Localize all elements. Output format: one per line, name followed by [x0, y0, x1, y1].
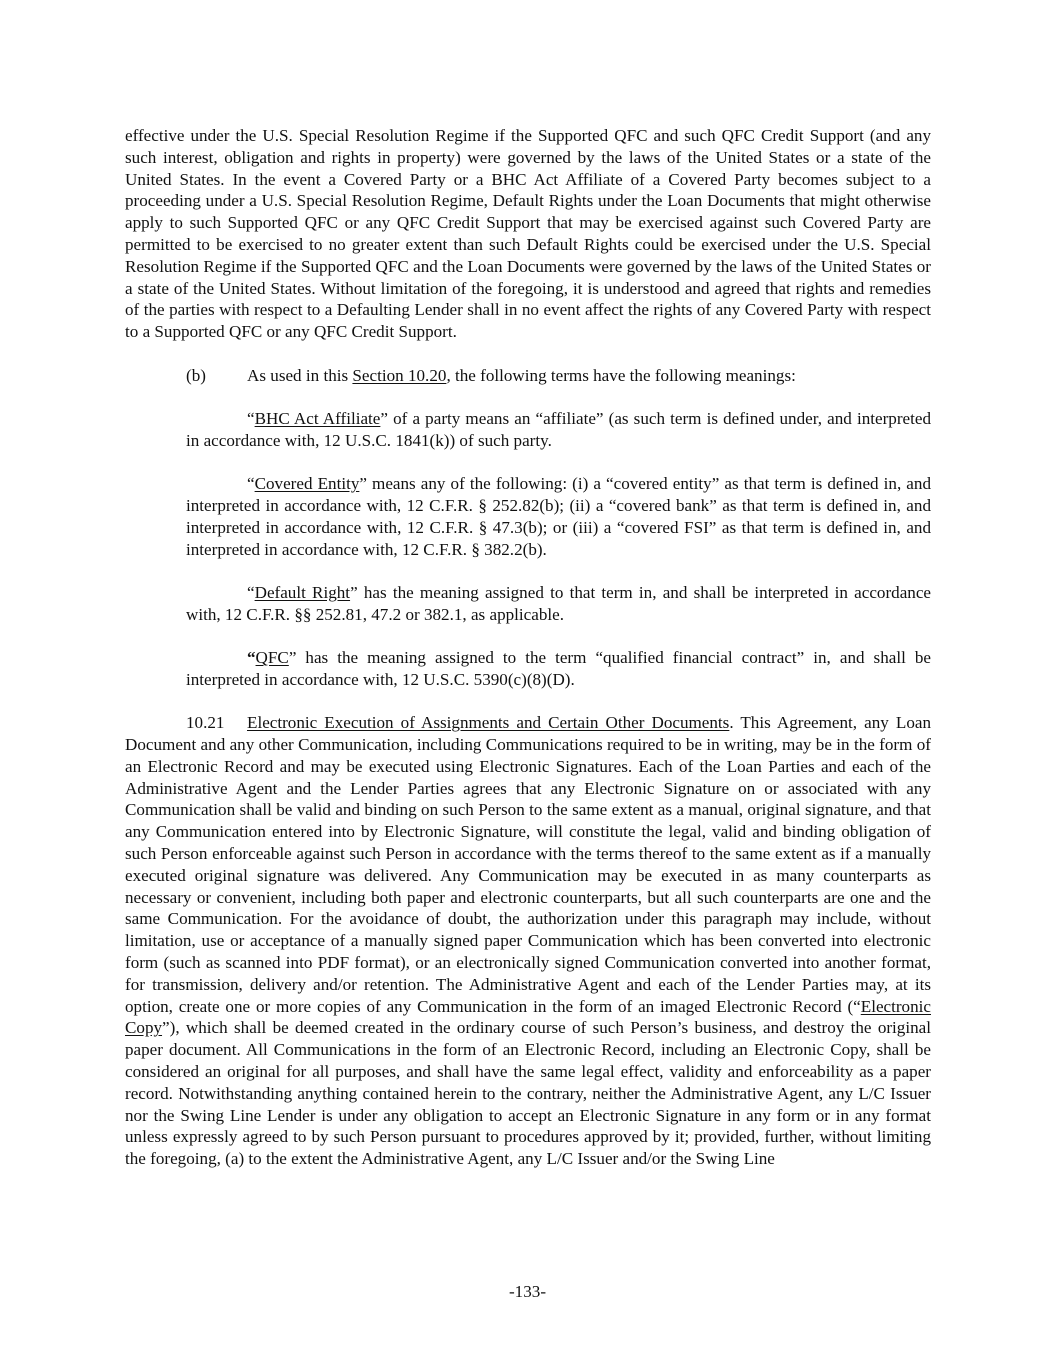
definition-covered-entity [186, 473, 931, 560]
definition-open-quote: “ [247, 474, 255, 494]
subsection-b-text-before: As used in this [247, 365, 353, 385]
definition-open-quote: “ [247, 648, 256, 668]
page-number: -133- [508, 1282, 547, 1301]
section-body-part-1: . This Agreement, any Loan Document and any other Communication, including Communications required to be in writing, may be in the form of an Electronic Record and may be executed using Electronic Signatures. Each of the Loan Parties and each of the Administrative Agent and the Lender Parties agrees that any Electronic Signature on or associated with any Communication shall be valid and binding on such Person to the same extent as a manual, original signature, and that any Communication entered into by Electronic Signature, will constitute the legal, valid and binding obligation of such Person enforceable against such Person in accordance with the terms thereof to the same extent as if a manually executed original signature was delivered. Any Communication may be executed in as many counterparts as necessary or convenient, including both paper and electronic counterparts, but all such counterparts are one and the same Communication. For the avoidance of doubt, the authorization under this paragraph may include, without limitation, use or acceptance of a manually signed paper Communication which has been converted into electronic form (such as scanned into PDF format), or an electronically signed Communication converted into another format, for transmission, delivery and/or retention. The Administrative Agent and each of the Lender Parties may, at its option, create one or more copies of any Communication in the form of an imaged Electronic Record (“ [125, 713, 931, 1016]
definition-body: ” has the meaning assigned to the term “qualified financial contract” in, and shall be interpreted in accordance with, 12 U.S.C. 5390(c)(8)(D). [186, 648, 931, 689]
definition-bhc-act-affiliate [186, 408, 931, 452]
definition-body: ” of a party means an “affiliate” (as such term is defined under, and interpreted in accordance with, 12 U.S.C. 1841(k)) of such party. [186, 408, 931, 450]
defined-term-electronic-copy: Electronic Copy [125, 996, 931, 1038]
subsection-b [186, 365, 931, 387]
defined-term: BHC Act Affiliate [254, 408, 381, 428]
document-page [125, 125, 931, 1170]
section-10-20-reference: Section 10.20 [352, 365, 447, 385]
section-heading: Electronic Execution of Assignments and Certain Other Documents [247, 713, 730, 733]
definition-qfc [186, 647, 931, 691]
defined-term: Covered Entity [254, 474, 360, 494]
intro-paragraph: effective under the U.S. Special Resolution Regime if the Supported QFC and such QFC Credit Support (and any such interest, obligation and rights in property) were governed by the laws of the United States or a state of the United States. In the event a Covered Party or a BHC Act Affiliate of a Covered Party becomes subject to a proceeding under a U.S. Special Resolution Regime, Default Rights under the Loan Documents that might otherwise apply to such Supported QFC or any QFC Credit Support that may be exercised against such Covered Party are permitted to be exercised to no greater extent than such Default Rights could be exercised under the U.S. Special Resolution Regime if the Supported QFC and the Loan Documents were governed by the laws of the United States or a state of the United States. Without limitation of the foregoing, it is understood and agreed that rights and remedies of the parties with respect to a Defaulting Lender shall in no event affect the rights of any Covered Party with respect to a Supported QFC or any QFC Credit Support. [125, 126, 931, 342]
subsection-b-text-after: , the following terms have the following meanings: [446, 365, 796, 385]
defined-term: QFC [255, 648, 289, 668]
subsection-b-label: (b) [186, 365, 206, 385]
definition-body: ” means any of the following: (i) a “covered entity” as that term is defined in, and interpreted in accordance with, 12 C.F.R. § 252.82(b); (ii) a “covered bank” as that term is defined in, and interpreted in accordance with, 12 C.F.R. § 47.3(b); or (iii) a “covered FSI” as that term is defined in, and interpreted in accordance with, 12 C.F.R. § 382.2(b). [186, 474, 931, 559]
section-body-part-2: ”), which shall be deemed created in the ordinary course of such Person’s business, and destroy the original paper document. All Communications in the form of an Electronic Record, including an Electronic Copy, shall be considered an original for all purposes, and shall have the same legal effect, validity and enforceability as a paper record. Notwithstanding anything contained herein to the contrary, neither the Administrative Agent, any L/C Issuer nor the Swing Line Lender is under any obligation to accept an Electronic Signature in any form or in any format unless expressly agreed to by such Person pursuant to procedures approved by it; provided, further, without limiting the foregoing, (a) to the extent the Administrative Agent, any L/C Issuer and/or the Swing Line [125, 1018, 931, 1169]
definition-open-quote: “ [247, 582, 255, 602]
definition-open-quote: “ [247, 408, 255, 428]
definition-body: ” has the meaning assigned to that term in, and shall be interpreted in accordance with, 12 C.F.R. §§ 252.81, 47.2 or 382.1, as applicable. [186, 582, 932, 624]
section-number: 10.21 [186, 713, 225, 733]
section-10-21 [125, 712, 931, 1170]
definition-default-right [186, 582, 931, 626]
defined-term: Default Right [254, 582, 351, 602]
